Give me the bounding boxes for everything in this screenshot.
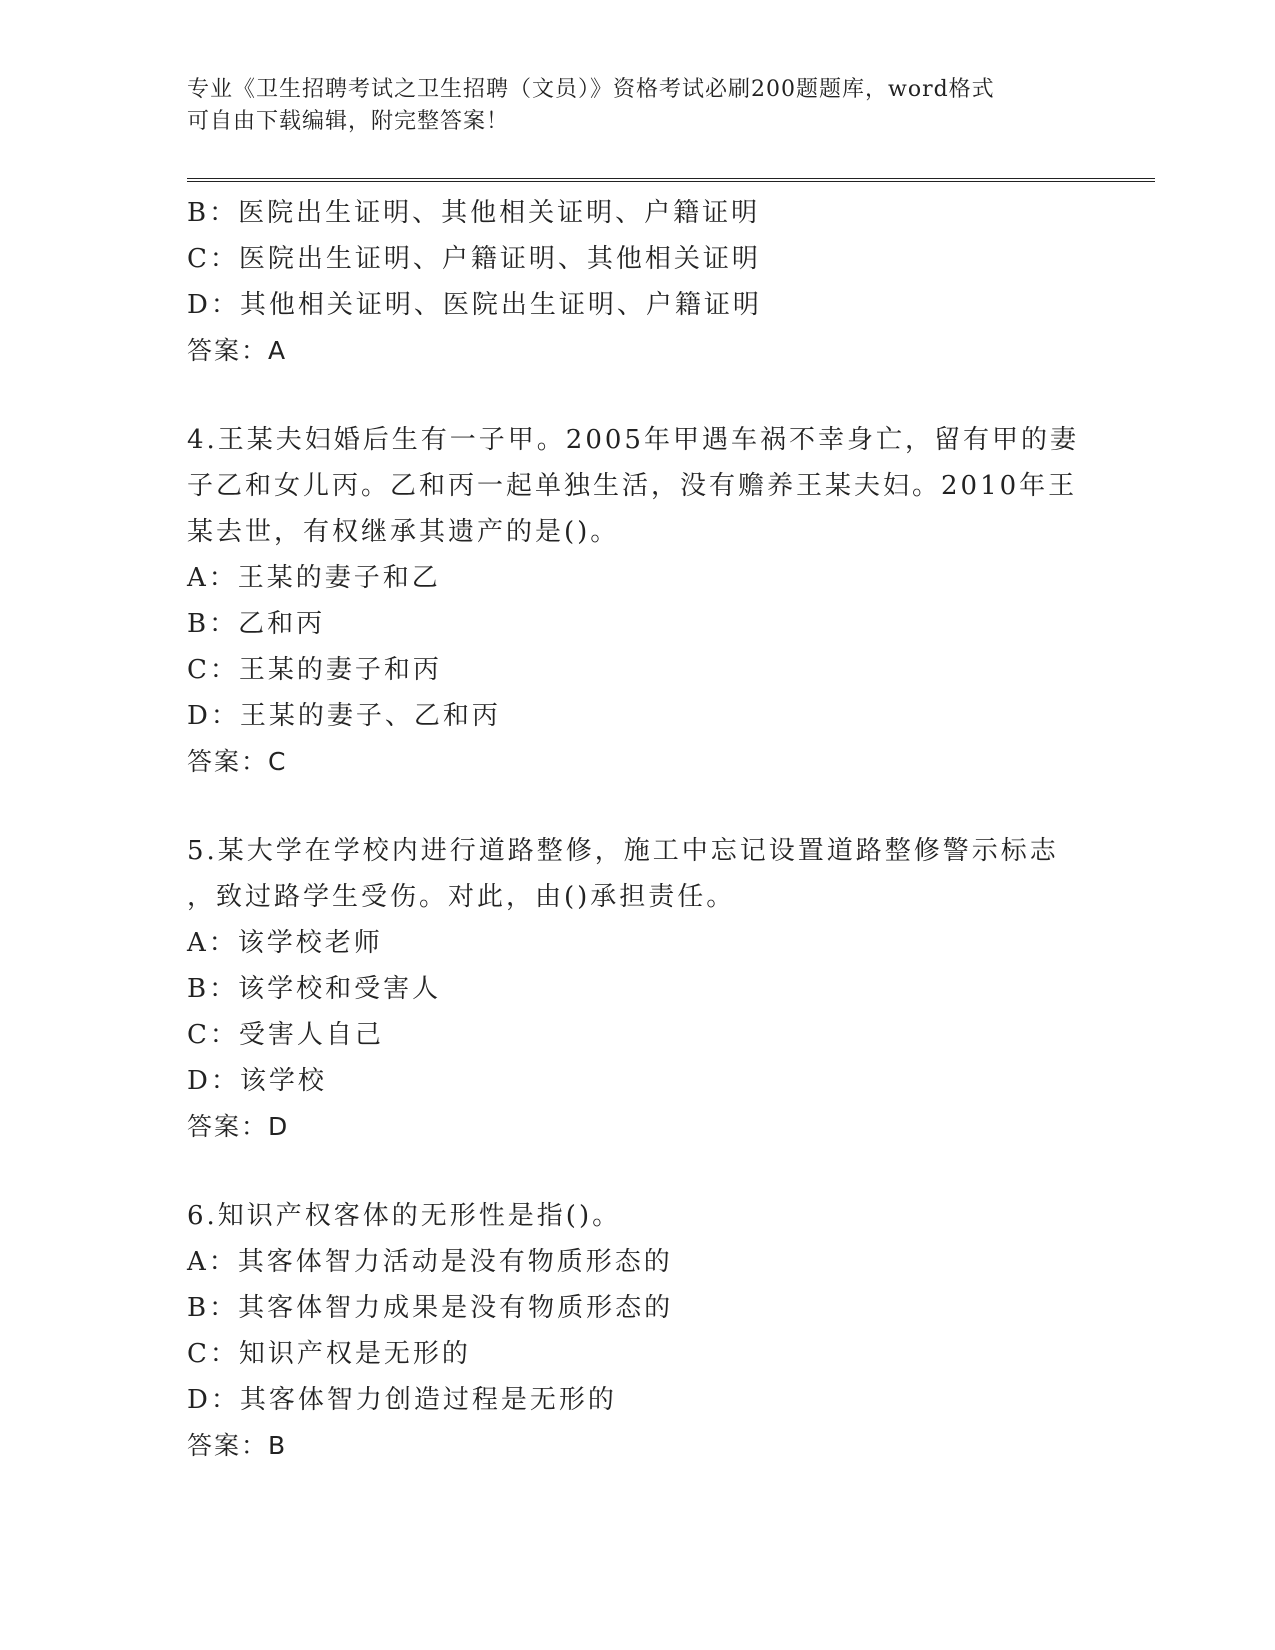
header-title-line-2: 可自由下载编辑，附完整答案！: [187, 109, 510, 134]
question-stem-line: ，致过路学生受伤。对此，由()承担责任。: [187, 882, 736, 912]
question-stem-line: 6.知识产权客体的无形性是指()。: [187, 1201, 622, 1231]
question-4: [187, 417, 1107, 785]
option-d: D：该学校: [187, 1066, 327, 1096]
option-b: B：乙和丙: [187, 609, 326, 639]
question-content: [187, 190, 1107, 1469]
spacer: [187, 374, 1107, 417]
answer-label: 答案：D: [187, 1112, 290, 1141]
header-title-line-1: 专业《卫生招聘考试之卫生招聘（文员）》资格考试必刷200题题库，word格式: [187, 77, 995, 102]
option-c: C：受害人自己: [187, 1020, 384, 1050]
option-a: A：其客体智力活动是没有物质形态的: [187, 1247, 673, 1277]
question-stem-line: 子乙和女儿丙。乙和丙一起单独生活，没有赡养王某夫妇。2010年王: [187, 471, 1078, 501]
page-header: [187, 74, 1067, 138]
question-stem-line: 5.某大学在学校内进行道路整修，施工中忘记设置道路整修警示标志: [187, 836, 1059, 866]
spacer: [187, 785, 1107, 828]
option-d: D：其他相关证明、医院出生证明、户籍证明: [187, 290, 762, 320]
option-b: B：该学校和受害人: [187, 974, 442, 1004]
option-a: A：王某的妻子和乙: [187, 563, 441, 593]
option-b: B：其客体智力成果是没有物质形态的: [187, 1293, 674, 1323]
question-5: [187, 828, 1107, 1150]
option-c: C：医院出生证明、户籍证明、其他相关证明: [187, 244, 761, 274]
option-a: A：该学校老师: [187, 928, 383, 958]
spacer: [187, 1150, 1107, 1193]
option-c: C：王某的妻子和丙: [187, 655, 442, 685]
question-6: [187, 1193, 1107, 1469]
answer-label: 答案：B: [187, 1431, 288, 1460]
option-d: D：其客体智力创造过程是无形的: [187, 1385, 617, 1415]
option-c: C：知识产权是无形的: [187, 1339, 471, 1369]
answer-label: 答案：A: [187, 336, 288, 365]
question-3-tail: [187, 190, 1107, 374]
option-d: D：王某的妻子、乙和丙: [187, 701, 501, 731]
header-divider: [187, 178, 1155, 182]
answer-label: 答案：C: [187, 747, 288, 776]
option-b: B：医院出生证明、其他相关证明、户籍证明: [187, 198, 761, 228]
question-stem-line: 4.王某夫妇婚后生有一子甲。2005年甲遇车祸不幸身亡，留有甲的妻: [187, 425, 1079, 455]
question-stem-line: 某去世，有权继承其遗产的是()。: [187, 517, 620, 547]
